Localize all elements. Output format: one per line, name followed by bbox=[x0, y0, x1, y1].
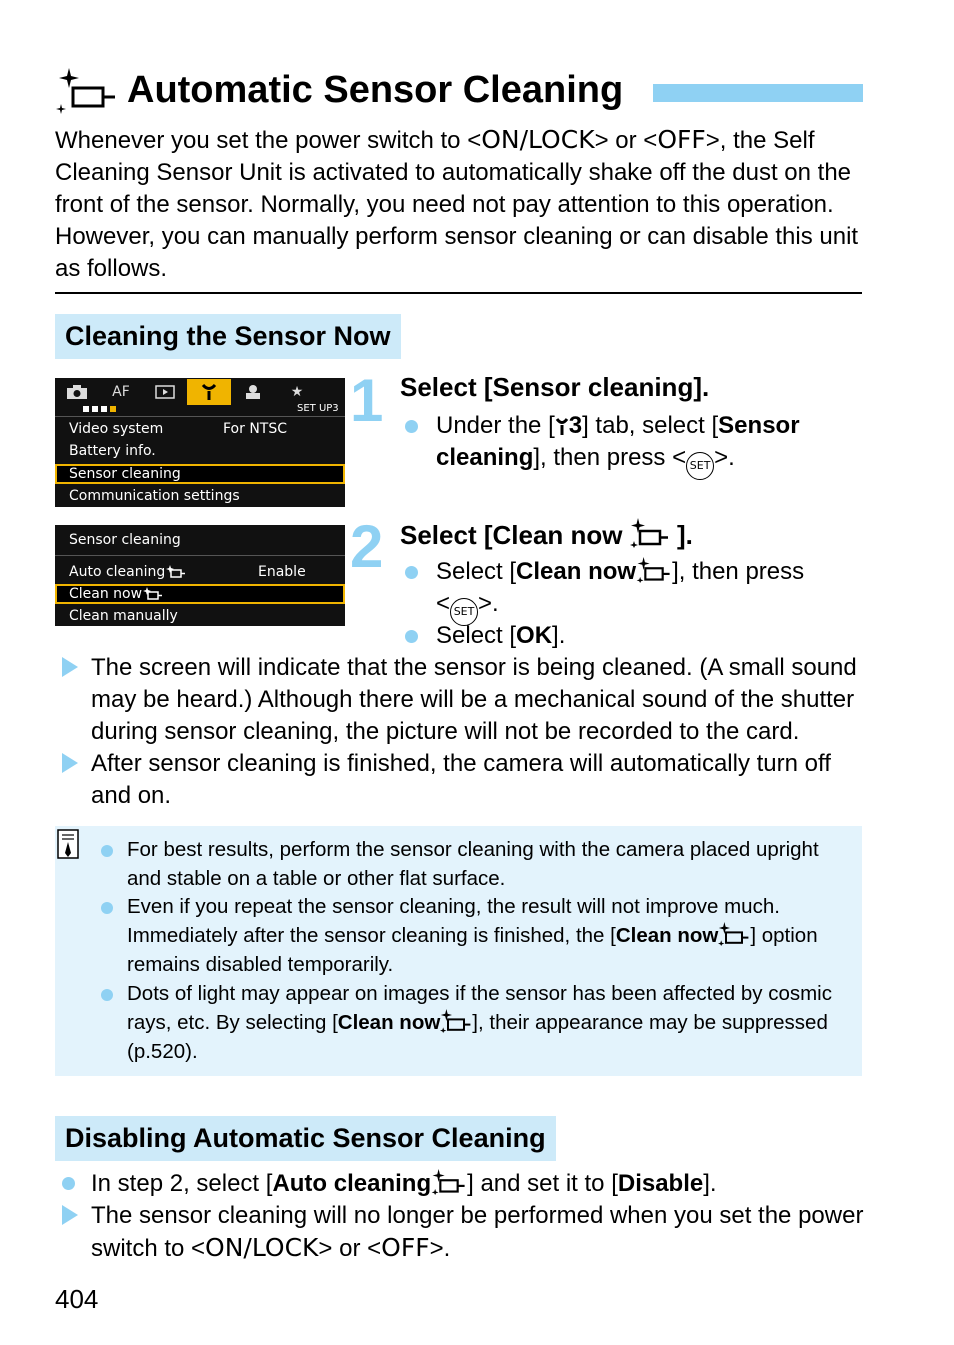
step-2-title: Select [Clean now ]. bbox=[400, 520, 693, 550]
wrench-icon bbox=[555, 417, 569, 437]
menu-row-clean-manually: Clean manually bbox=[69, 608, 178, 624]
screen-title: Sensor cleaning bbox=[69, 532, 181, 548]
menu-row-communication: Communication settings bbox=[69, 488, 240, 504]
page-title: Automatic Sensor Cleaning bbox=[55, 62, 623, 118]
disable-result: The sensor cleaning will no longer be performed when you set the power switch to <ON/LOCK> or <OFF>. bbox=[91, 1202, 864, 1262]
step-1-title: Select [Sensor cleaning]. bbox=[400, 372, 710, 402]
result-arrow-icon bbox=[62, 657, 78, 677]
custom-function-icon bbox=[231, 379, 275, 405]
menu-row-video-system: Video system For NTSC bbox=[69, 421, 288, 437]
menu-row-battery-info: Battery info. bbox=[69, 443, 156, 459]
step-2-bullet-1: Select [Clean now ], then press < SET >. bbox=[436, 556, 866, 626]
step-2-bullet-2: Select [OK]. bbox=[436, 622, 566, 649]
section-heading-disabling: Disabling Automatic Sensor Cleaning bbox=[55, 1116, 556, 1161]
sensor-clean-icon bbox=[440, 1009, 472, 1033]
note-1: For best results, perform the sensor cleaning with the camera placed upright and stable on a table or other flat surface. bbox=[127, 838, 819, 890]
sensor-clean-icon bbox=[718, 922, 750, 946]
tab-indicator: SET UP3 bbox=[297, 403, 339, 414]
bullet-dot bbox=[101, 902, 113, 914]
section-heading-cleaning-now: Cleaning the Sensor Now bbox=[55, 314, 401, 359]
step-1-text: Under the [ 3] tab, select [Sensor cleaning], then press < SET >. bbox=[436, 410, 866, 480]
sensor-clean-icon bbox=[630, 518, 670, 548]
sensor-clean-icon bbox=[55, 66, 117, 114]
page-number: 404 bbox=[55, 1284, 99, 1314]
tab-af: AF bbox=[112, 384, 130, 400]
bullet-dot bbox=[405, 420, 418, 433]
divider bbox=[55, 292, 862, 294]
result-arrow-icon bbox=[62, 1205, 78, 1225]
menu-row-clean-now: Clean now bbox=[55, 584, 345, 604]
set-button-icon: SET bbox=[686, 452, 714, 480]
star-icon: ★ bbox=[290, 384, 304, 400]
result-2: After sensor cleaning is finished, the camera will automatically turn off and on. bbox=[91, 750, 831, 809]
result-arrow-icon bbox=[62, 753, 78, 773]
menu-row-sensor-cleaning: Sensor cleaning bbox=[55, 464, 345, 484]
page-indicator bbox=[83, 406, 116, 412]
note-2: Even if you repeat the sensor cleaning, the result will not improve much. Immediately after the sensor cleaning is finished, the [Clean now ] option remains disabled temporarily. bbox=[127, 895, 818, 976]
sensor-clean-icon bbox=[636, 557, 672, 583]
camera-menu-screen-2 bbox=[55, 525, 345, 626]
bullet-dot bbox=[101, 989, 113, 1001]
set-button-icon: SET bbox=[450, 598, 478, 626]
menu-row-auto-cleaning: Auto cleaning Enable bbox=[69, 564, 306, 580]
title-accent-bar bbox=[653, 84, 863, 102]
sensor-clean-icon bbox=[431, 1169, 467, 1195]
bullet-dot bbox=[101, 845, 113, 857]
bullet-dot bbox=[405, 566, 418, 579]
bullet-dot bbox=[405, 630, 418, 643]
intro-paragraph: Whenever you set the power switch to <ON/LOCK> or <OFF>, the Self Cleaning Sensor Unit is activated to automatically shake off the dust on the front of the sensor. Normally, you need not pay attention to this operation. However, you can manually perform sensor cleaning or can disable this unit as follows. bbox=[55, 125, 859, 282]
camera-menu-screen-1 bbox=[55, 378, 345, 507]
camera-icon bbox=[55, 379, 99, 405]
step-number-1: 1 bbox=[350, 367, 384, 434]
menu-tabs bbox=[55, 378, 345, 406]
note-3: Dots of light may appear on images if the sensor has been affected by cosmic rays, etc. By selecting [Clean now ], their appearance may be suppressed (p.520). bbox=[127, 982, 832, 1063]
disable-instruction: In step 2, select [Auto cleaning ] and set it to [Disable]. bbox=[91, 1170, 717, 1197]
result-1: The screen will indicate that the sensor is being cleaned. (A small sound may be heard.) Although there will be a mechanical sound of the shutter during sensor cleaning, the picture will not be recorded to the card. bbox=[91, 654, 857, 745]
wrench-icon bbox=[187, 379, 231, 405]
bullet-dot bbox=[62, 1177, 75, 1190]
note-icon bbox=[57, 829, 79, 859]
step-number-2: 2 bbox=[350, 513, 384, 580]
play-icon bbox=[143, 379, 187, 405]
